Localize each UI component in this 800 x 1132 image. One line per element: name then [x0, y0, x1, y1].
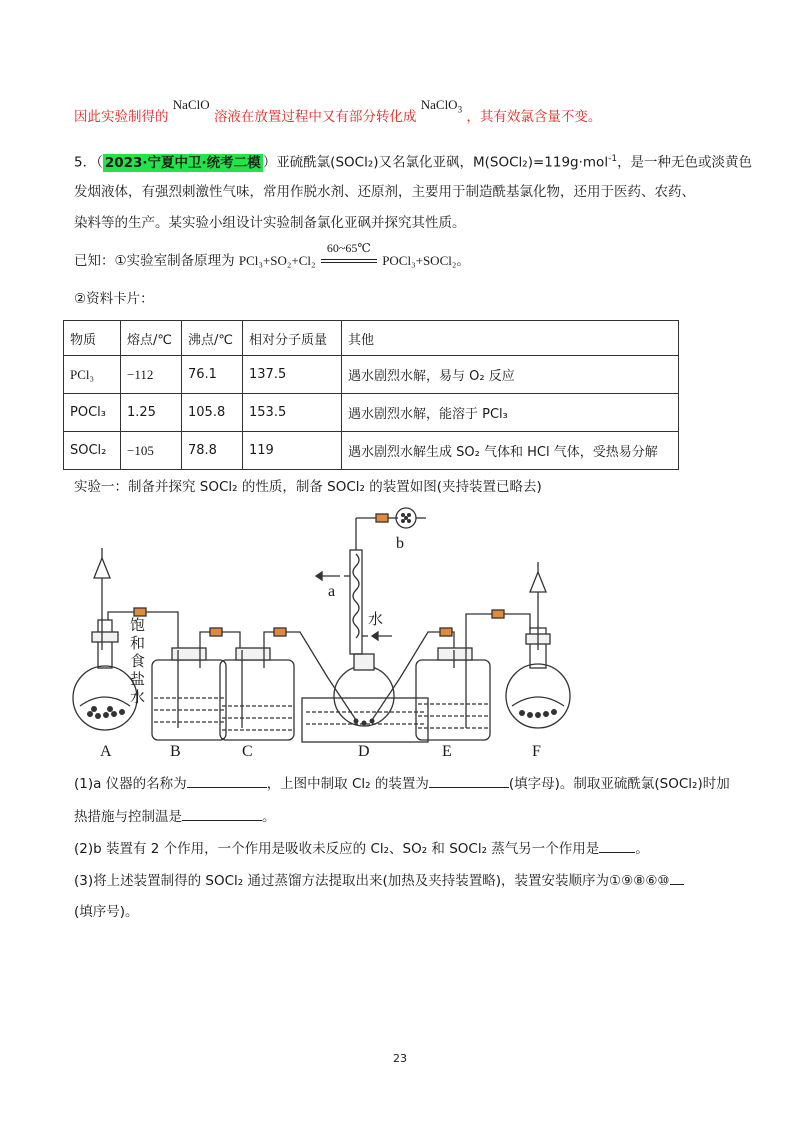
water-label: 水: [368, 610, 384, 628]
figure-label-a: A: [100, 743, 112, 760]
answer-blank[interactable]: [599, 838, 635, 853]
header-cell: 物质: [64, 321, 121, 356]
brine-char: 水: [130, 688, 146, 706]
known-prefix: 已知：①实验室制备原理为: [74, 253, 235, 269]
header-cell: 相对分子质量: [243, 321, 342, 356]
bottle-e-icon: [416, 648, 490, 740]
bottle-c-icon: [220, 648, 294, 740]
figure-label-b: B: [170, 743, 181, 760]
q3-text: (3)将上述装置制得的 SOCl₂ 通过蒸馏方法提取出来(加热及夹持装置略)，装置安装顺序为①⑨⑧⑥⑩: [74, 873, 670, 889]
table-header-row: [64, 321, 679, 356]
drying-tube-label-b: b: [396, 535, 404, 552]
intro-prefix: 因此实验制得的: [74, 109, 169, 125]
table-cell: 105.8: [182, 394, 243, 432]
table-cell: 153.5: [243, 394, 342, 432]
q1-line-1: [74, 773, 730, 794]
apparatus-figure: [60, 500, 680, 762]
table-cell: −105: [121, 432, 182, 470]
answer-blank[interactable]: [429, 773, 509, 788]
table-cell: −112: [121, 356, 182, 394]
table-cell: 1.25: [121, 394, 182, 432]
brine-char: 饱: [130, 616, 146, 634]
answer-blank[interactable]: [187, 773, 267, 788]
q2-text: 。: [635, 841, 649, 857]
reaction-condition: 60~65℃: [326, 241, 371, 255]
brine-char: 食: [130, 652, 146, 670]
condenser-label-a: a: [328, 583, 336, 600]
unit-superscript: -1: [608, 154, 618, 164]
reaction-arrow: [320, 241, 378, 271]
intro-line: [74, 97, 602, 132]
header-cell: 其他: [342, 321, 679, 356]
q3-line-1: [74, 870, 684, 891]
question-text-1-end: ，是一种无色或淡黄色: [617, 154, 753, 171]
flask-a-icon: [73, 548, 137, 730]
table-cell: 78.8: [182, 432, 243, 470]
table-cell: 119: [243, 432, 342, 470]
brine-char: 盐: [130, 670, 146, 688]
reaction-right: POCl₃+SOCl₂: [382, 253, 457, 268]
q1-text: (填字母)。制取亚硫酰氯(SOCl₂)时加: [508, 776, 730, 792]
answer-blank[interactable]: [670, 870, 684, 885]
question-line-3: 染料等的生产。某实验小组设计实验制备氯化亚砜并探究其性质。: [74, 215, 466, 231]
table-cell: 76.1: [182, 356, 243, 394]
reaction-left: PCl₃+SO₂+Cl₂: [238, 253, 316, 268]
figure-label-e: E: [442, 743, 452, 760]
experiment-line: 实验一：制备并探究 SOCl₂ 的性质，制备 SOCl₂ 的装置如图(夹持装置已略去): [74, 479, 542, 495]
question-number: 5．（: [74, 154, 103, 171]
answer-blank[interactable]: [182, 806, 262, 821]
bottle-b-icon: [152, 648, 226, 740]
figure-label-f: F: [532, 743, 541, 760]
figure-label-c: C: [242, 743, 253, 760]
q1-text: (1)a 仪器的名称为: [74, 776, 187, 792]
known-line: [74, 241, 470, 271]
condenser-a-icon: [344, 514, 398, 654]
table-cell: 遇水剧烈水解，能溶于 PCl₃: [342, 394, 679, 432]
header-cell: 沸点/℃: [182, 321, 243, 356]
q2-line: [74, 838, 649, 859]
data-table: [63, 320, 679, 470]
drying-tube-b-icon: [396, 508, 426, 528]
q3-line-2: (填序号)。: [74, 904, 139, 920]
card-label: ②资料卡片：: [74, 291, 154, 307]
figure-label-d: D: [358, 743, 370, 760]
table-cell: SOCl₂: [64, 432, 121, 470]
q1-text: ，上图中制取 Cl₂ 的装置为: [266, 776, 429, 792]
intro-mid: 溶液在放置过程中又有部分转化成: [213, 109, 417, 125]
question-line-1: [74, 149, 752, 173]
source-close: ）: [262, 154, 277, 171]
table-cell: POCl₃: [64, 394, 121, 432]
reaction-end: 。: [456, 253, 470, 269]
page-number: 23: [393, 1052, 407, 1065]
q1-text: 。: [262, 809, 276, 825]
header-cell: 熔点/℃: [121, 321, 182, 356]
q2-text: (2)b 装置有 2 个作用，一个作用是吸收未反应的 Cl₂、SO₂ 和 SOCl₂ 蒸气另一个作用是: [74, 841, 600, 857]
table-cell: 137.5: [243, 356, 342, 394]
intro-suffix: ，其有效氯含量不变。: [466, 109, 602, 125]
formula-naclo3: NaClO$_3$: [420, 97, 463, 115]
table-row: [64, 432, 679, 470]
formula-naclo: NaClO: [172, 97, 210, 112]
flask-f-icon: [506, 562, 570, 728]
question-line-2: 发烟液体，有强烈刺激性气味，常用作脱水剂、还原剂，主要用于制造酰基氯化物，还用于医药、农药、: [74, 184, 695, 200]
table-cell: PCl₃: [64, 356, 121, 394]
q1-line-2: [74, 806, 276, 827]
source-tag: 2023·宁夏中卫·统考二模: [104, 154, 261, 171]
q1-text: 热措施与控制温是: [74, 809, 182, 825]
table-row: [64, 394, 679, 432]
question-text-1: 亚硫酰氯(SOCl₂)又名氯化亚砜，M(SOCl₂)=119g·mol: [276, 154, 609, 171]
table-cell: 遇水剧烈水解，易与 O₂ 反应: [342, 356, 679, 394]
table-cell: 遇水剧烈水解生成 SO₂ 气体和 HCl 气体，受热易分解: [342, 432, 679, 470]
table-row: [64, 356, 679, 394]
brine-char: 和: [130, 634, 146, 652]
